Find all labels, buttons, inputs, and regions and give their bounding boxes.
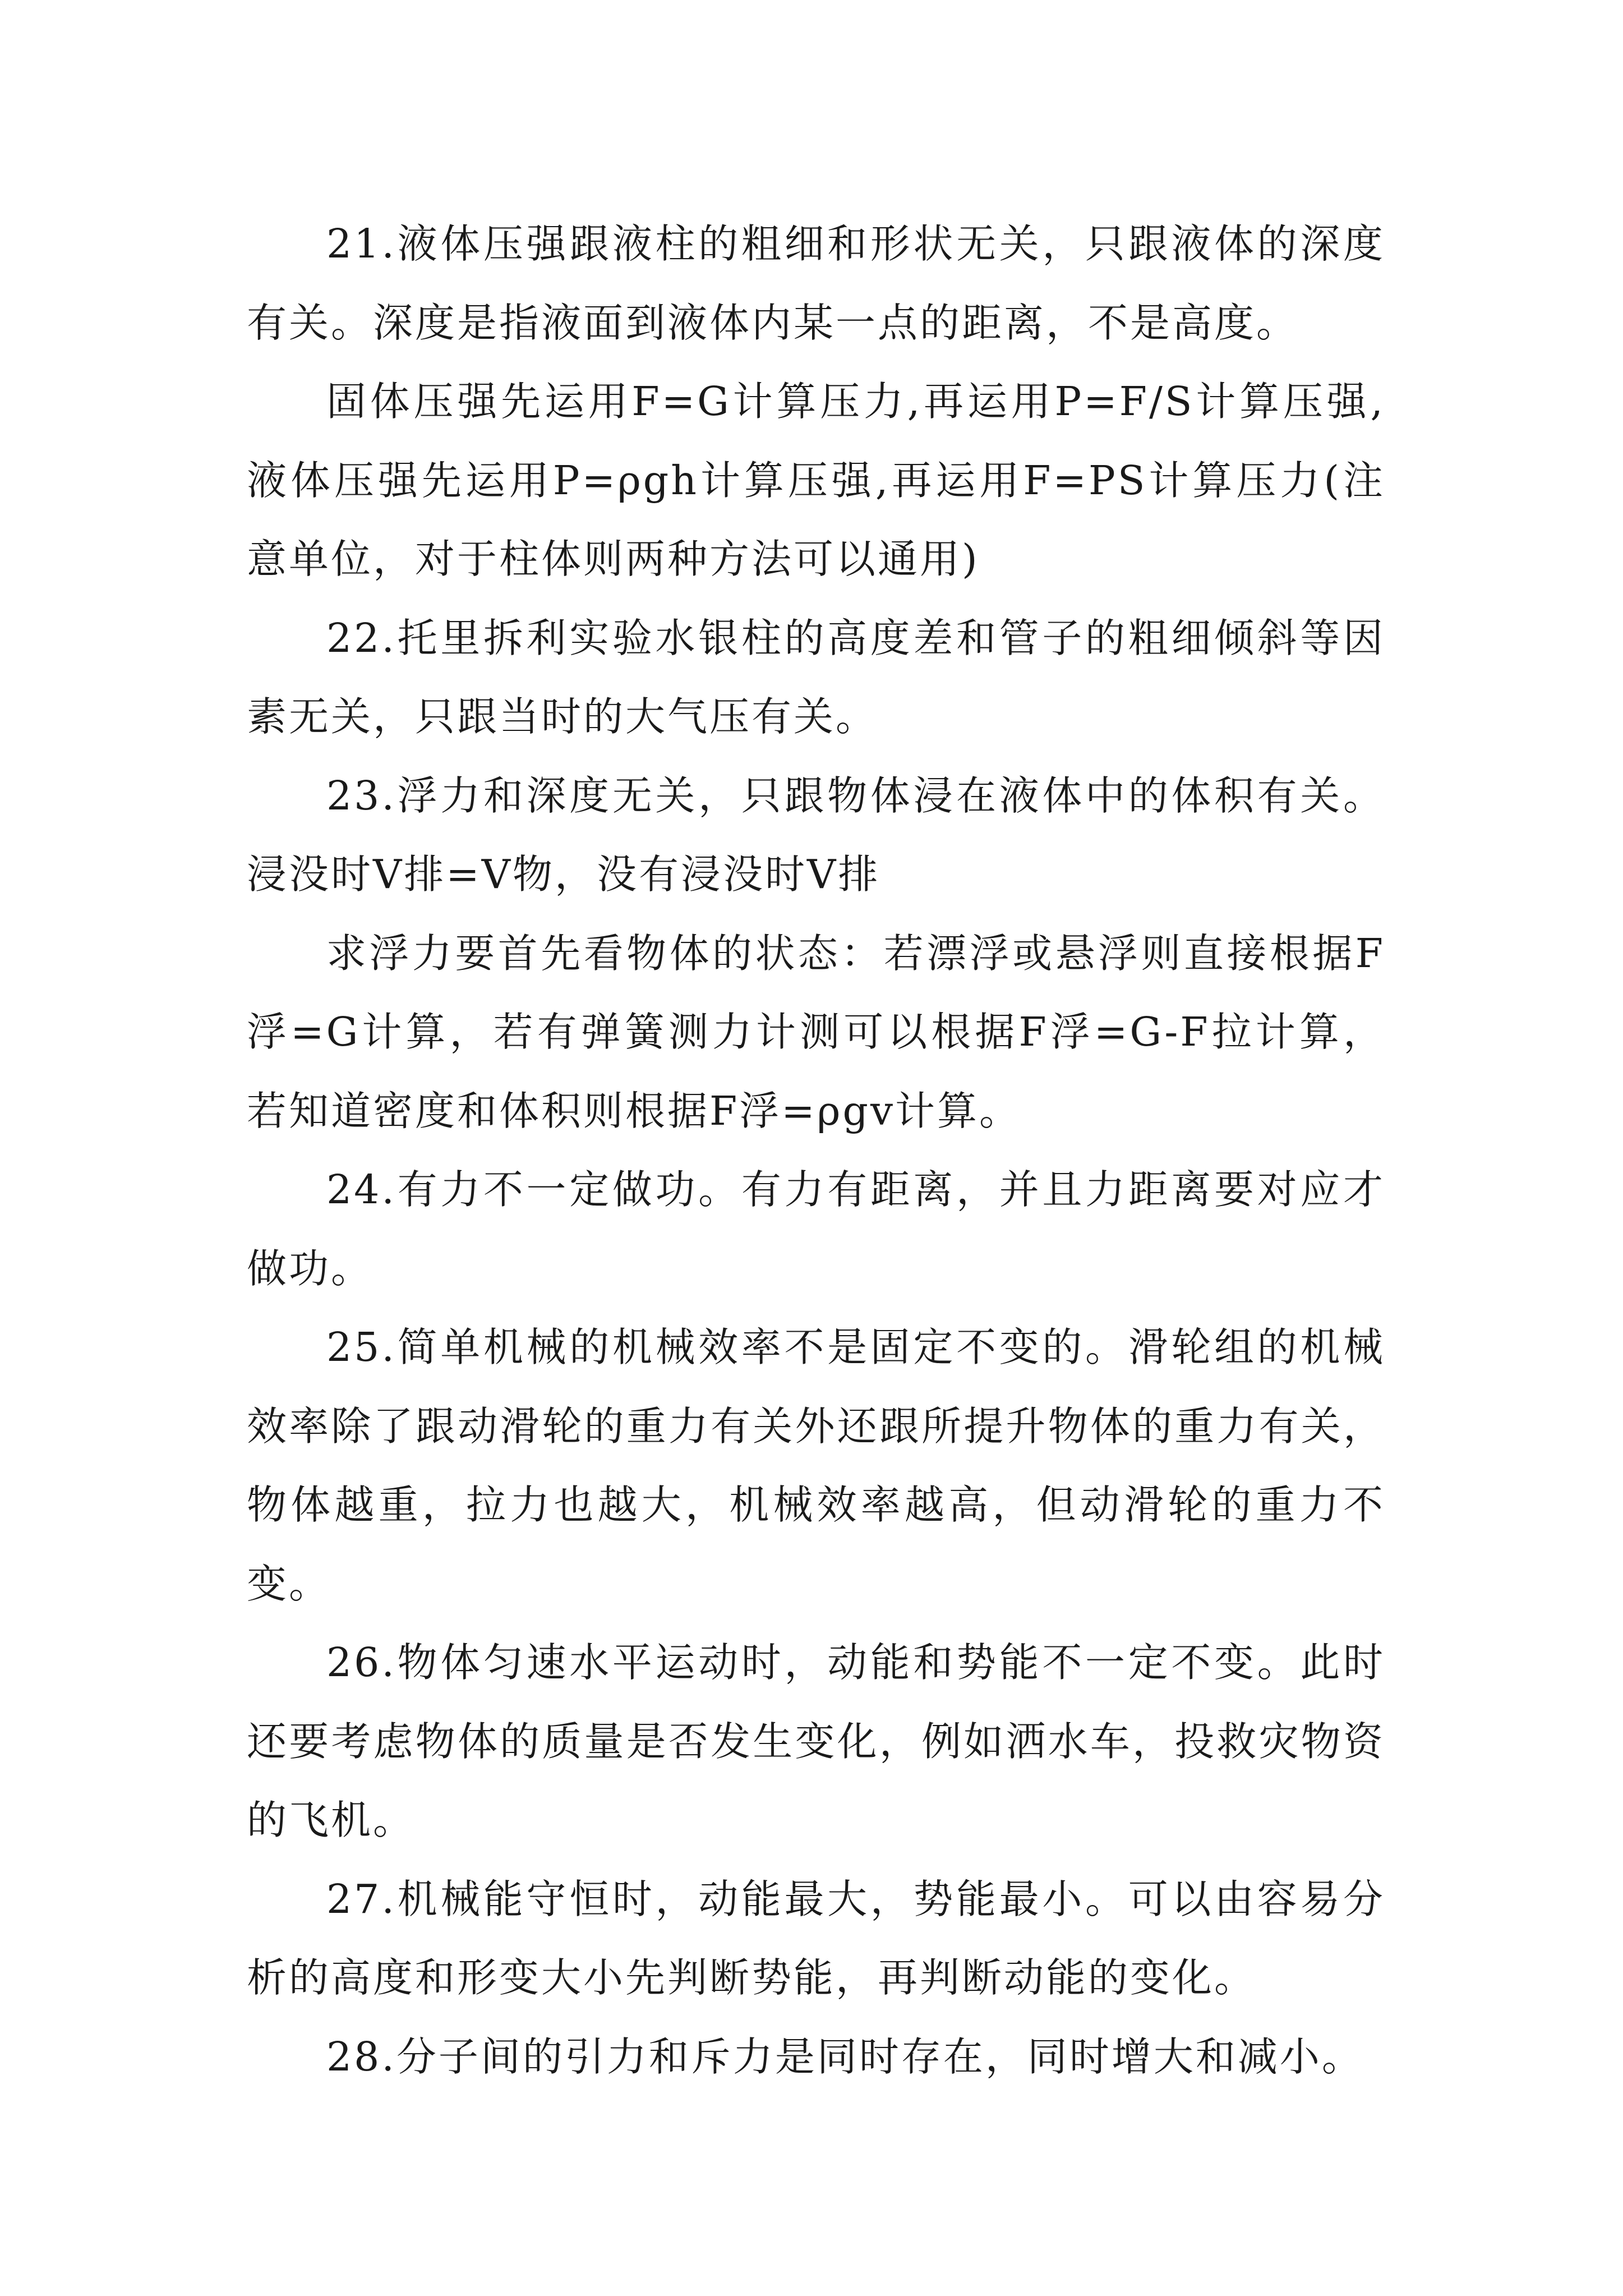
paragraph-24: 24.有力不一定做功。有力有距离，并且力距离要对应才做功。: [247, 1166, 1385, 1292]
paragraph-21: 21.液体压强跟液柱的粗细和形状无关，只跟液体的深度有关。深度是指液面到液体内某一点的距离，不是高度。: [247, 220, 1385, 346]
document-body: [247, 205, 1385, 2096]
paragraph-pressure-calculation: 固体压强先运用F=G计算压力,再运用P=F/S计算压强,液体压强先运用P=ρgh计算压强,再运用F=PS计算压力(注意单位，对于柱体则两种方法可以通用): [247, 378, 1385, 582]
paragraph-22: 22.托里拆利实验水银柱的高度差和管子的粗细倾斜等因素无关，只跟当时的大气压有关。: [247, 614, 1385, 740]
paragraph-23: 23.浮力和深度无关，只跟物体浸在液体中的体积有关。浸没时V排=V物，没有浸没时V排: [247, 772, 1385, 898]
paragraph-26: 26.物体匀速水平运动时，动能和势能不一定不变。此时还要考虑物体的质量是否发生变化，例如洒水车，投救灾物资的飞机。: [247, 1639, 1385, 1843]
paragraph-28: 28.分子间的引力和斥力是同时存在，同时增大和减小。: [326, 2033, 1364, 2080]
paragraph-27: 27.机械能守恒时，动能最大，势能最小。可以由容易分析的高度和形变大小先判断势能，再判断动能的变化。: [247, 1875, 1385, 2001]
paragraph-25: 25.简单机械的机械效率不是固定不变的。滑轮组的机械效率除了跟动滑轮的重力有关外还跟所提升物体的重力有关，物体越重，拉力也越大，机械效率越高，但动滑轮的重力不变。: [247, 1324, 1385, 1607]
paragraph-buoyancy-calculation: 求浮力要首先看物体的状态：若漂浮或悬浮则直接根据F浮=G计算，若有弹簧测力计测可以根据F浮=G-F拉计算，若知道密度和体积则根据F浮=ρgv计算。: [247, 930, 1385, 1134]
